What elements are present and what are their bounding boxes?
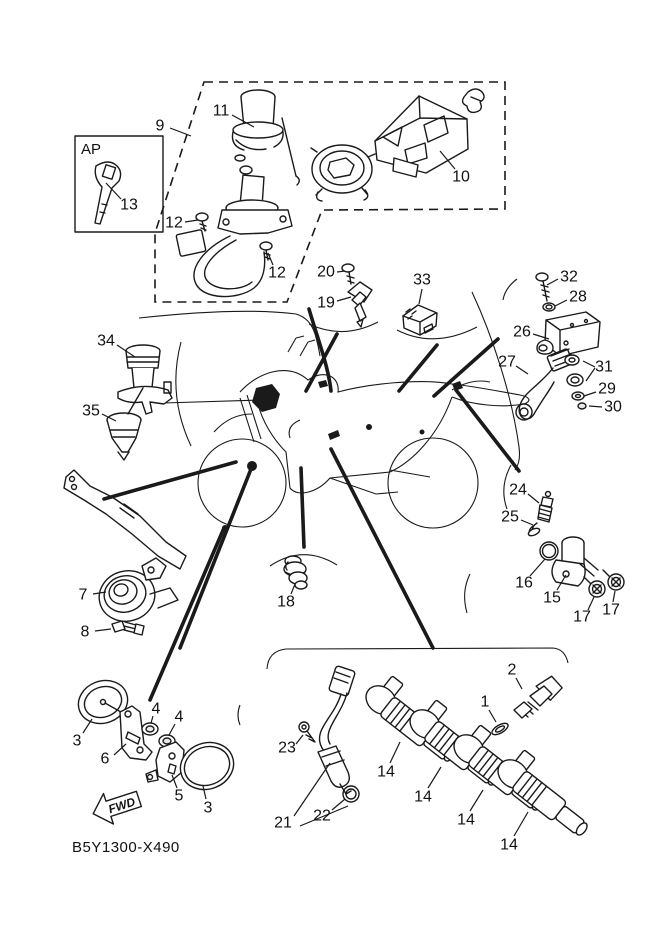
bracket-5-drawing: [146, 742, 184, 782]
callout-21: 21: [274, 814, 292, 832]
motorcycle-outline: [198, 336, 529, 531]
callout-leader-25: [521, 520, 533, 525]
callout-leader-24: [528, 494, 539, 503]
callout-3: 3: [72, 732, 82, 750]
callout-leader-8: [95, 629, 111, 631]
horn-7-drawing: [93, 558, 178, 627]
callout-18: 18: [277, 593, 295, 611]
callout-5: 5: [174, 787, 184, 805]
callout-25: 25: [501, 508, 519, 526]
callout-6: 6: [100, 750, 110, 768]
ecu-drawing: [375, 89, 484, 177]
callout-leader-30: [589, 406, 602, 407]
key-13-drawing: [95, 162, 121, 224]
callout-30: 30: [604, 398, 622, 416]
bolt-32-drawing: [536, 273, 549, 301]
callout-1: 1: [480, 693, 490, 711]
clip-drawing: [463, 89, 485, 112]
horn-stay-drawing: [64, 470, 186, 569]
sensor-34-drawing: [118, 345, 172, 414]
nut-4a-drawing: [142, 723, 158, 735]
callout-12: 12: [268, 264, 286, 282]
callout-leader-14: [428, 767, 441, 788]
callout-17: 17: [602, 601, 620, 619]
callout-14: 14: [377, 763, 395, 781]
callout-13: 13: [120, 196, 138, 214]
callout-leader-31: [583, 361, 595, 367]
spring-25-drawing: [527, 523, 540, 537]
callout-26: 26: [513, 323, 531, 341]
callout-35: 35: [82, 402, 100, 420]
callout-9: 9: [155, 117, 165, 135]
ap-label: AP: [81, 141, 102, 158]
callout-4: 4: [151, 700, 161, 718]
fuel-cap-drawing: [311, 145, 375, 201]
callout-leader-4: [169, 724, 175, 735]
callout-33: 33: [413, 271, 431, 289]
callout-leader-20: [337, 271, 345, 272]
relay-33-drawing: [403, 305, 437, 335]
oring-16-drawing: [540, 542, 558, 560]
nut-30-drawing: [578, 403, 586, 409]
joint-15-drawing: [552, 537, 598, 586]
callout-7: 7: [78, 586, 88, 604]
callout-14: 14: [457, 811, 475, 829]
callout-leader-18: [291, 584, 295, 594]
screw-17a-drawing: [584, 577, 605, 597]
zone-boundaries: [139, 279, 568, 725]
callout-3: 3: [203, 799, 213, 817]
callout-31: 31: [595, 358, 613, 376]
callout-11: 11: [212, 102, 230, 120]
washer-29-drawing: [572, 392, 584, 400]
callout-8: 8: [80, 623, 90, 641]
location-leader-lines: [104, 309, 519, 700]
callout-19: 19: [317, 294, 335, 312]
callout-17: 17: [573, 608, 591, 626]
callout-leader-9: [170, 128, 191, 136]
callout-16: 16: [515, 574, 533, 592]
diagram-code: B5Y1300-X490: [72, 839, 180, 856]
screw-12a-drawing: [196, 213, 208, 231]
callout-leader-16: [530, 559, 545, 576]
callout-leader-28: [555, 300, 567, 306]
callout-leader-33: [419, 289, 422, 304]
callout-34: 34: [97, 332, 115, 350]
screw-17b-drawing: [603, 570, 624, 590]
callout-leader-2: [516, 678, 522, 689]
callout-leader-27: [516, 366, 528, 374]
callout-10: 10: [452, 168, 470, 186]
grommets-31-drawing: [565, 355, 583, 386]
callout-22: 22: [313, 807, 331, 825]
ap-key-box: [75, 136, 163, 232]
sensor-21-drawing: [318, 666, 356, 794]
washer-1-drawing: [490, 721, 510, 737]
callout-32: 32: [560, 268, 578, 286]
callout-2: 2: [507, 661, 517, 679]
fwd-arrow: [88, 784, 144, 829]
callout-leader-19: [337, 297, 351, 301]
callout-leader-3: [83, 719, 92, 733]
callout-leader-14: [390, 742, 400, 763]
nut-28-drawing: [543, 303, 555, 311]
sensor-2-drawing: [514, 674, 564, 718]
oring-22-drawing: [343, 786, 359, 802]
sensor-18-drawing: [284, 556, 307, 589]
callout-14: 14: [500, 836, 518, 854]
disc-3b-drawing: [174, 735, 240, 797]
callout-20: 20: [317, 263, 335, 281]
callout-leader-12: [185, 220, 198, 222]
callout-leader-32: [547, 279, 558, 285]
bolt-8-drawing: [112, 621, 144, 635]
callout-4: 4: [174, 708, 184, 726]
callout-leader-31: [586, 368, 595, 381]
callout-23: 23: [278, 739, 296, 757]
sensor-24-drawing: [538, 492, 553, 523]
callout-15: 15: [543, 589, 561, 607]
callout-28: 28: [569, 288, 587, 306]
callout-14: 14: [414, 788, 432, 806]
callout-leader-29: [584, 392, 596, 396]
screw-23-drawing: [299, 722, 315, 742]
fwd-label: FWD: [106, 794, 137, 817]
callout-27: 27: [498, 353, 516, 371]
callout-leader-1: [489, 710, 496, 722]
callout-24: 24: [509, 481, 527, 499]
callout-leader-17: [613, 591, 615, 602]
switch-19-drawing: [342, 264, 372, 327]
callout-29: 29: [598, 380, 616, 398]
callout-leader-14: [470, 790, 483, 811]
callout-leader-14: [514, 812, 528, 836]
callout-leader-23: [296, 735, 303, 744]
callout-12: 12: [165, 214, 183, 232]
